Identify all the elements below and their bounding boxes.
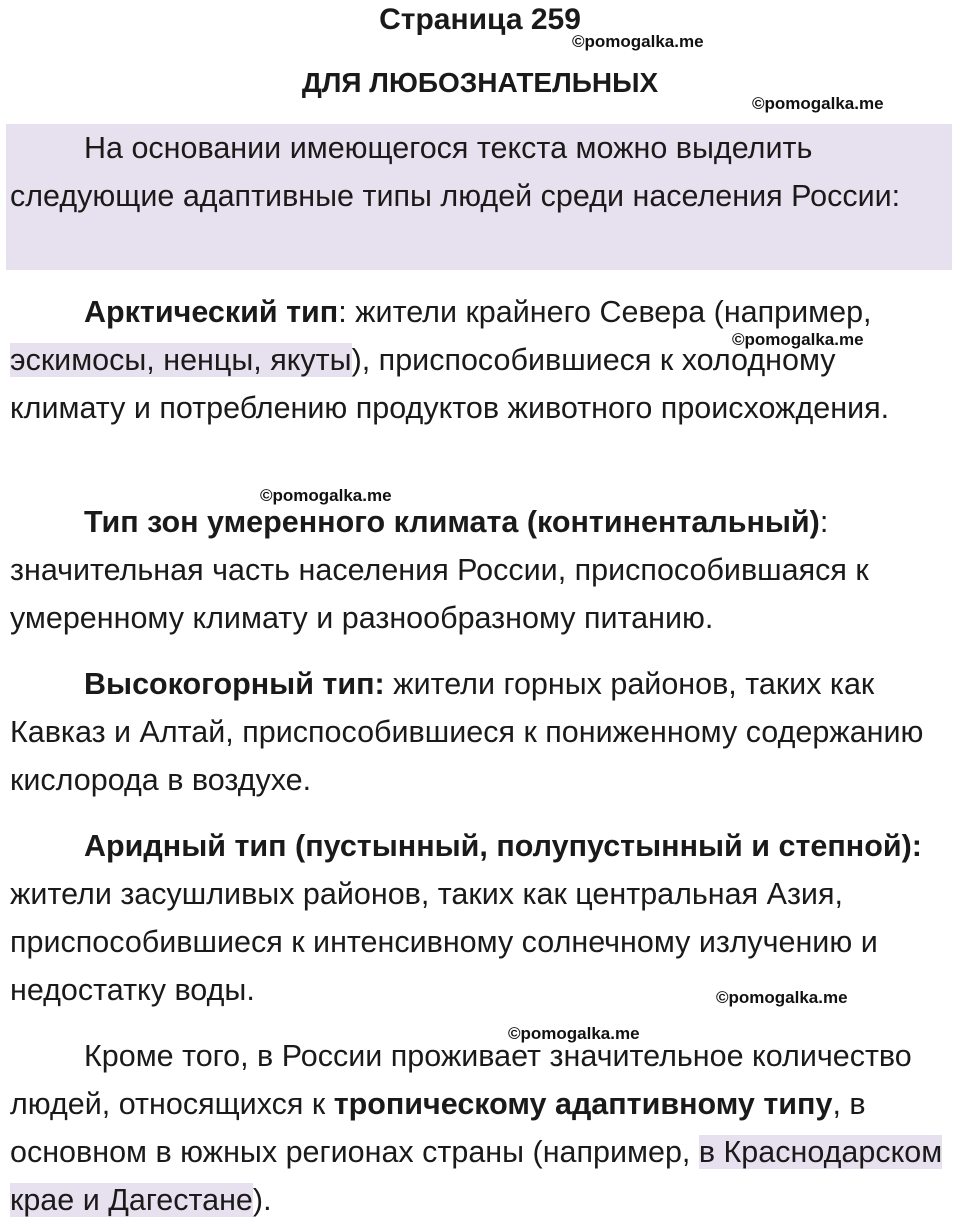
page-title: Страница 259 xyxy=(379,3,581,36)
arid-type-paragraph xyxy=(10,822,950,1014)
arid-type-name: Аридный тип (пустынный, полупустынный и степной): xyxy=(84,829,922,863)
highland-type-paragraph xyxy=(10,660,950,804)
highland-type-name: Высокогорный тип: xyxy=(84,667,385,701)
conclusion-paragraph xyxy=(10,1032,950,1224)
arctic-peoples-highlight: эскимосы, ненцы, якуты xyxy=(10,343,352,377)
conclusion-text-1: Кроме того, в России проживает значительное количество людей, относящихся к xyxy=(10,1039,912,1121)
conclusion-text-2: , в основном в южных регионах страны (например, xyxy=(10,1087,866,1169)
watermark: ©pomogalka.me xyxy=(716,988,848,1007)
arid-type-description: жители засушливых районов, таких как центральная Азия, приспособившиеся к интенсивному солнечному излучению и недостатку воды. xyxy=(10,877,878,1007)
watermark: ©pomogalka.me xyxy=(752,94,884,113)
watermark: ©pomogalka.me xyxy=(572,32,704,51)
watermark: ©pomogalka.me xyxy=(508,1024,640,1043)
intro-text: На основании имеющегося текста можно выделить следующие адаптивные типы людей среди населения России: xyxy=(10,131,901,213)
arctic-type-sep: : жители крайнего Севера (например, xyxy=(338,295,872,329)
intro-paragraph xyxy=(10,124,950,220)
temperate-type-name: Тип зон умеренного климата (континентальный) xyxy=(84,505,820,539)
watermark: ©pomogalka.me xyxy=(732,330,864,349)
highland-type-description: жители горных районов, таких как Кавказ и Алтай, приспособившиеся к пониженному содержанию кислорода в воздухе. xyxy=(10,667,924,797)
regions-highlight: в Краснодарском крае и Дагестане xyxy=(10,1135,943,1217)
temperate-type-description: : значительная часть населения России, приспособившаяся к умеренному климату и разнообразному питанию. xyxy=(10,505,869,635)
arctic-type-description: ), приспособившиеся к холодному климату и потреблению продуктов животного происхождения. xyxy=(10,343,890,425)
section-title: ДЛЯ ЛЮБОЗНАТЕЛЬНЫХ xyxy=(301,67,659,98)
temperate-type-paragraph xyxy=(10,498,950,642)
watermark: ©pomogalka.me xyxy=(260,486,392,505)
arctic-type-name: Арктический тип xyxy=(84,295,339,329)
arctic-type-paragraph xyxy=(10,288,950,432)
tropical-type-name: тропическому адаптивному типу xyxy=(333,1087,833,1121)
conclusion-text-3: ). xyxy=(252,1183,272,1217)
